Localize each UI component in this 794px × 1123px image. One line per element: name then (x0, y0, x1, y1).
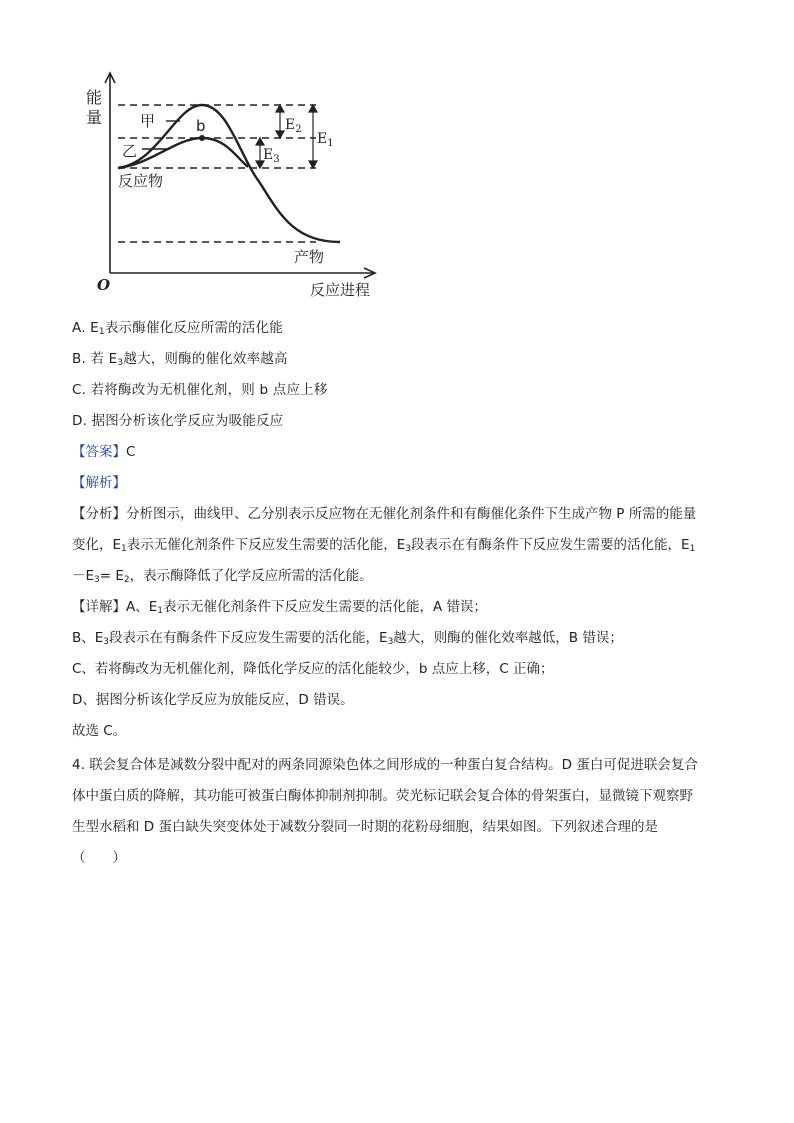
curve-a-label: 甲 (140, 112, 156, 130)
point-b-label: b (196, 117, 206, 135)
svg-text:E2 (285, 117, 302, 135)
question4-line-4: （ ） (72, 850, 126, 866)
conclusion-line: 故选 C。 (72, 723, 127, 739)
e1-label: E (317, 131, 328, 147)
x-axis-label: 反应进程 (310, 281, 371, 299)
explanation-heading: 【解析】 (72, 475, 126, 491)
analysis-line-1: 【分析】分析图示，曲线甲、乙分别表示反应物在无催化剂条件和有酶催化条件下生成产物 P 所需的能量 (72, 506, 697, 522)
e3-sub: 3 (273, 154, 280, 165)
option-b: B. 若 $E_3$越大，则酶的催化效率越高 (72, 351, 288, 368)
answer-tag: 【答案】 (72, 444, 126, 460)
svg-text:E1 (317, 131, 334, 149)
answer-line (72, 442, 135, 462)
option-d: D. 据图分析该化学反应为吸能反应 (72, 413, 284, 429)
origin-label: O (97, 276, 111, 294)
option-c: C. 若将酶改为无机催化剂，则 b 点应上移 (72, 382, 328, 398)
e3-label: E (263, 147, 274, 163)
analysis-line-2: 变化，$E_1$表示无催化剂条件下反应发生需要的活化能，$E_3$段表示在有酶条件下反应发生需要的活化能，$E_1$ (72, 537, 696, 554)
point-b (199, 135, 205, 141)
question4-line-1: 4. 联会复合体是减数分裂中配对的两条同源染色体之间形成的一种蛋白复合结构。D 蛋白可促进联会复合 (72, 757, 698, 773)
e2-sub: 2 (295, 124, 302, 135)
svg-text:E3 (263, 147, 280, 165)
product-label: 产物 (294, 248, 325, 266)
detail-line-d: D、据图分析该化学反应为放能反应，D 错误。 (72, 692, 354, 708)
reactant-label: 反应物 (118, 172, 164, 190)
option-a: A. $E_1$表示酶催化反应所需的活化能 (72, 320, 283, 337)
curve-b (118, 138, 248, 168)
energy-diagram (80, 65, 400, 305)
detail-line-a: 【详解】A、$E_1$表示无催化剂条件下反应发生需要的活化能，A 错误； (72, 599, 488, 616)
detail-line-c: C、若将酶改为无机催化剂，降低化学反应的活化能较少，b 点应上移，C 正确； (72, 661, 554, 677)
analysis-tag: 【分析】 (72, 506, 126, 522)
question4-line-3: 生型水稻和 D 蛋白缺失突变体处于减数分裂同一时期的花粉母细胞，结果如图。下列叙述合理的是 (72, 819, 658, 835)
e2-label: E (285, 117, 296, 133)
question4-line-2: 体中蛋白质的降解，其功能可被蛋白酶体抑制剂抑制。荧光标记联会复合体的骨架蛋白，显微镜下观察野 (72, 788, 693, 804)
e1-sub: 1 (327, 138, 334, 149)
answer-value: C (126, 444, 136, 460)
analysis-line-3: $-E_3= E_2$，表示酶降低了化学反应所需的活化能。 (72, 568, 373, 585)
y-axis-label-1: 能 (86, 88, 103, 107)
curve-b-label: 乙 (122, 142, 138, 160)
y-axis-label-2: 量 (86, 108, 103, 127)
detail-tag: 【详解】 (72, 599, 126, 615)
detail-line-b: B、$E_3$段表示在有酶条件下反应发生需要的活化能，$E_3$越大，则酶的催化效率越低，B 错误； (72, 630, 623, 647)
